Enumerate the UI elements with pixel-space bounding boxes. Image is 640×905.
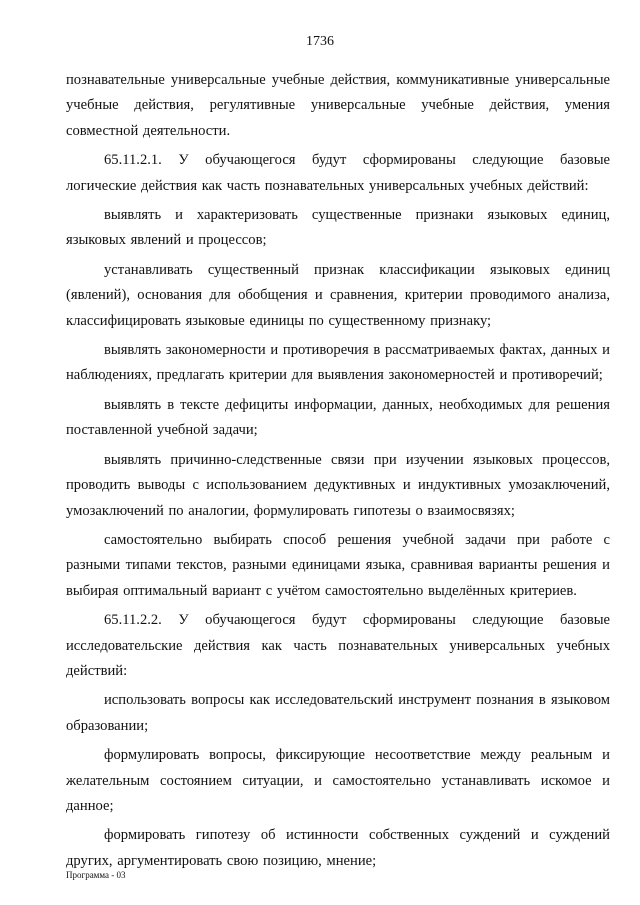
paragraph-3: выявлять и характеризовать существенные признаки языковых единиц, языковых явлений и процессов; [66,207,610,249]
paragraph-11: формулировать вопросы, фиксирующие несоответствие между реальным и желательным состоянием ситуации, и самостоятельно устанавливать искомое и данное; [66,747,610,814]
document-body [66,68,610,878]
paragraph-2: 65.11.2.1. У обучающегося будут сформированы следующие базовые логические действия как часть познавательных универсальных учебных действий: [66,152,610,194]
paragraph-9: 65.11.2.2. У обучающегося будут сформированы следующие базовые исследовательские действия как часть познавательных универсальных учебных действий: [66,612,610,679]
paragraph-7: выявлять причинно-следственные связи при изучении языковых процессов, проводить выводы с использованием дедуктивных и индуктивных умозаключений, умозаключений по аналогии, формулировать гипотезы о взаимосвязях; [66,451,610,519]
footer-note: Программа - 03 [66,870,126,880]
paragraph-4: устанавливать существенный признак классификации языковых единиц (явлений), основания для обобщения и сравнения, критерии проводимого анализа, классифицировать языковые единицы по существенному признаку; [66,261,610,329]
page-number: 1736 [306,34,334,49]
paragraph-8: самостоятельно выбирать способ решения учебной задачи при работе с разными типами текстов, разными единицами языка, сравнивая варианты решения и выбирая оптимальный вариант с учётом самостоятельно выделённых критериев. [66,531,610,599]
paragraph-5: выявлять закономерности и противоречия в рассматриваемых фактах, данных и наблюдениях, предлагать критерии для выявления закономерностей и противоречий; [66,342,610,384]
paragraph-10: использовать вопросы как исследовательский инструмент познания в языковом образовании; [66,692,610,734]
paragraph-6: выявлять в тексте дефициты информации, данных, необходимых для решения поставленной учебной задачи; [66,396,610,439]
paragraph-1: познавательные универсальные учебные действия, коммуникативные универсальные учебные действия, регулятивные универсальные учебные действия, умения совместной деятельности. [66,72,610,139]
paragraph-12: формировать гипотезу об истинности собственных суждений и суждений других, аргументировать свою позицию, мнение; [66,827,610,869]
